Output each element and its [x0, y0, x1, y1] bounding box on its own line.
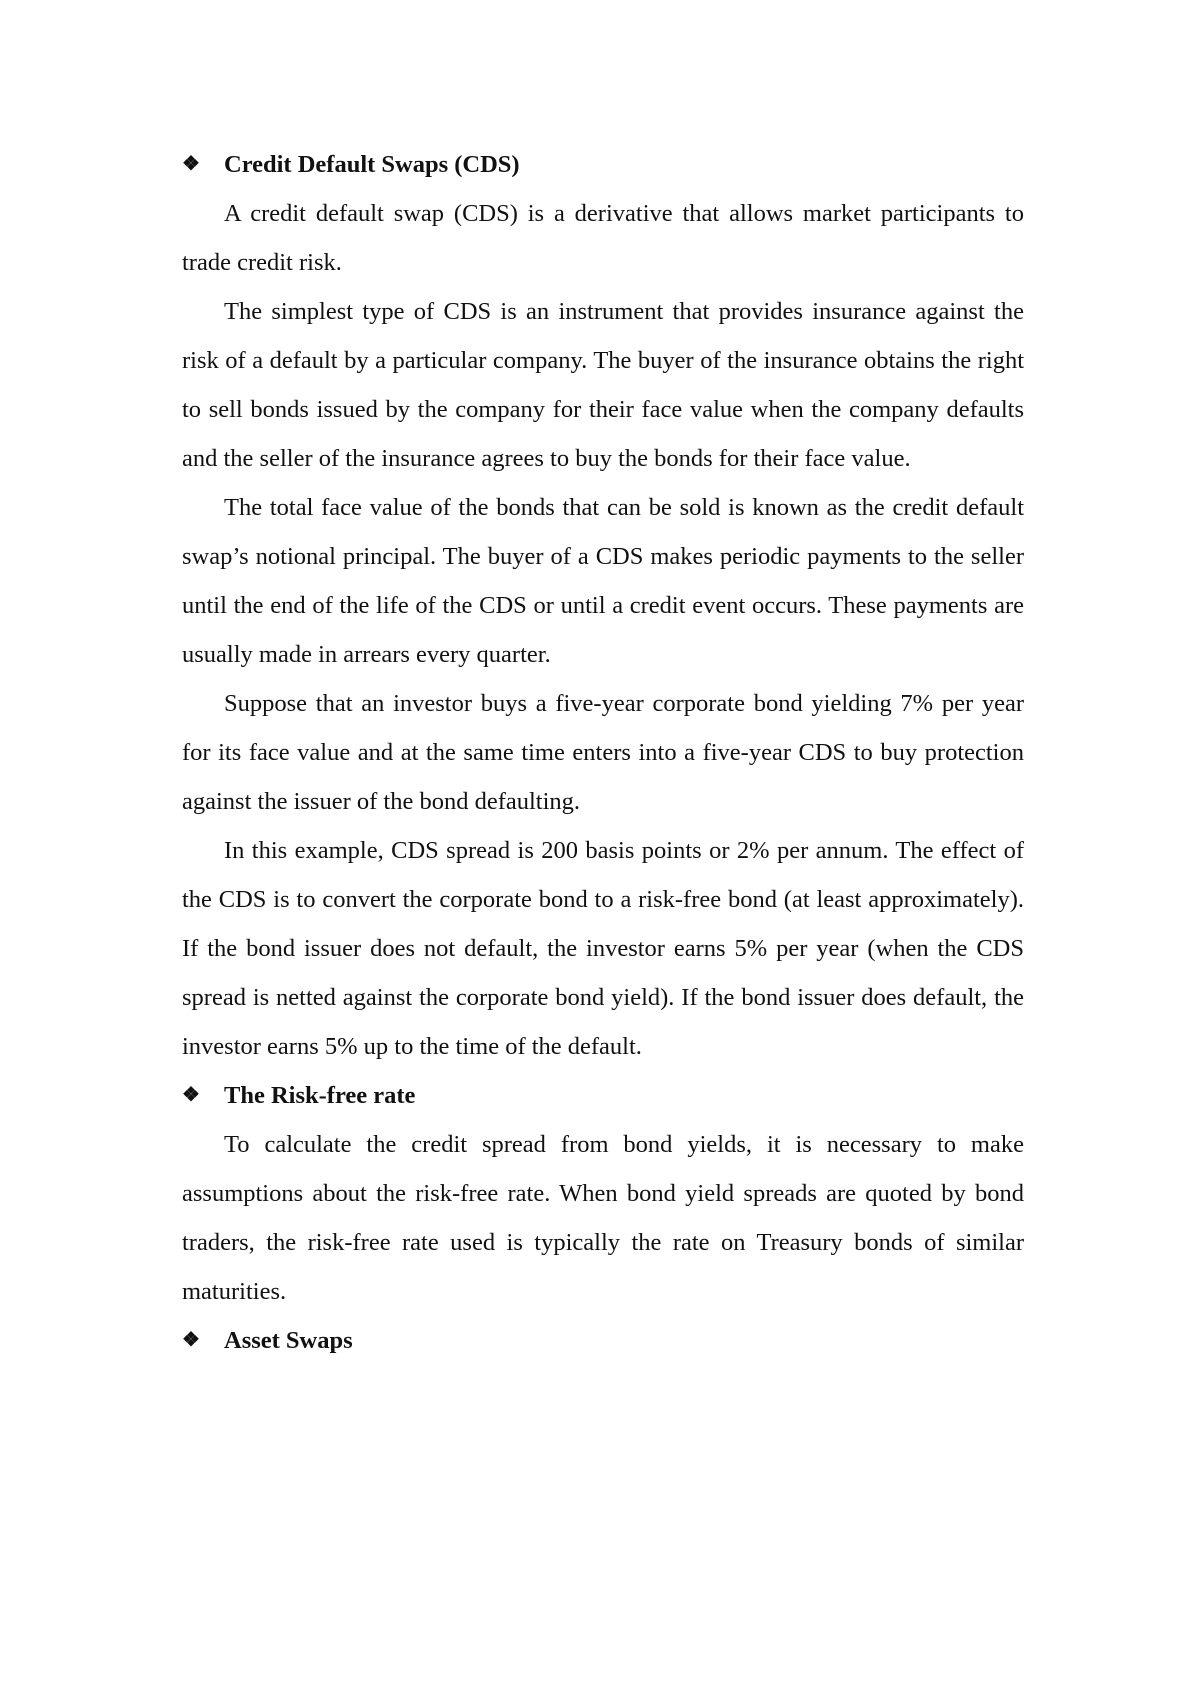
- paragraph: Suppose that an investor buys a five-year corporate bond yielding 7% per year for its face value and at the same time enters into a five-year CDS to buy protection against the issuer of the bond defaulting.: [182, 690, 1024, 815]
- section-heading-asset-swaps: [182, 1316, 1024, 1365]
- section-heading-risk-free-rate: [182, 1071, 1024, 1120]
- diamond-bullet-icon: ❖: [182, 1084, 200, 1106]
- section-heading-cds: [182, 140, 1024, 189]
- diamond-bullet-icon: ❖: [182, 153, 200, 175]
- paragraph: To calculate the credit spread from bond yields, it is necessary to make assumptions about the risk-free rate. When bond yield spreads are quoted by bond traders, the risk-free rate used is typically the rate on Treasury bonds of similar maturities.: [182, 1131, 1024, 1305]
- heading-text: Asset Swaps: [224, 1327, 353, 1354]
- heading-text: The Risk-free rate: [224, 1082, 416, 1109]
- paragraph: In this example, CDS spread is 200 basis points or 2% per annum. The effect of the CDS is to convert the corporate bond to a risk-free bond (at least approximately). If the bond issuer does not default, the investor earns 5% per year (when the CDS spread is netted against the corporate bond yield). If the bond issuer does default, the investor earns 5% up to the time of the default.: [182, 837, 1024, 1060]
- diamond-bullet-icon: ❖: [182, 1329, 200, 1351]
- paragraph: A credit default swap (CDS) is a derivative that allows market participants to trade credit risk.: [182, 200, 1024, 276]
- paragraph: The total face value of the bonds that can be sold is known as the credit default swap’s notional principal. The buyer of a CDS makes periodic payments to the seller until the end of the life of the CDS or until a credit event occurs. These payments are usually made in arrears every quarter.: [182, 494, 1024, 668]
- heading-text: Credit Default Swaps (CDS): [224, 151, 520, 178]
- paragraph: The simplest type of CDS is an instrument that provides insurance against the risk of a default by a particular company. The buyer of the insurance obtains the right to sell bonds issued by the company for their face value when the company defaults and the seller of the insurance agrees to buy the bonds for their face value.: [182, 298, 1024, 472]
- document-page: [182, 140, 1024, 1365]
